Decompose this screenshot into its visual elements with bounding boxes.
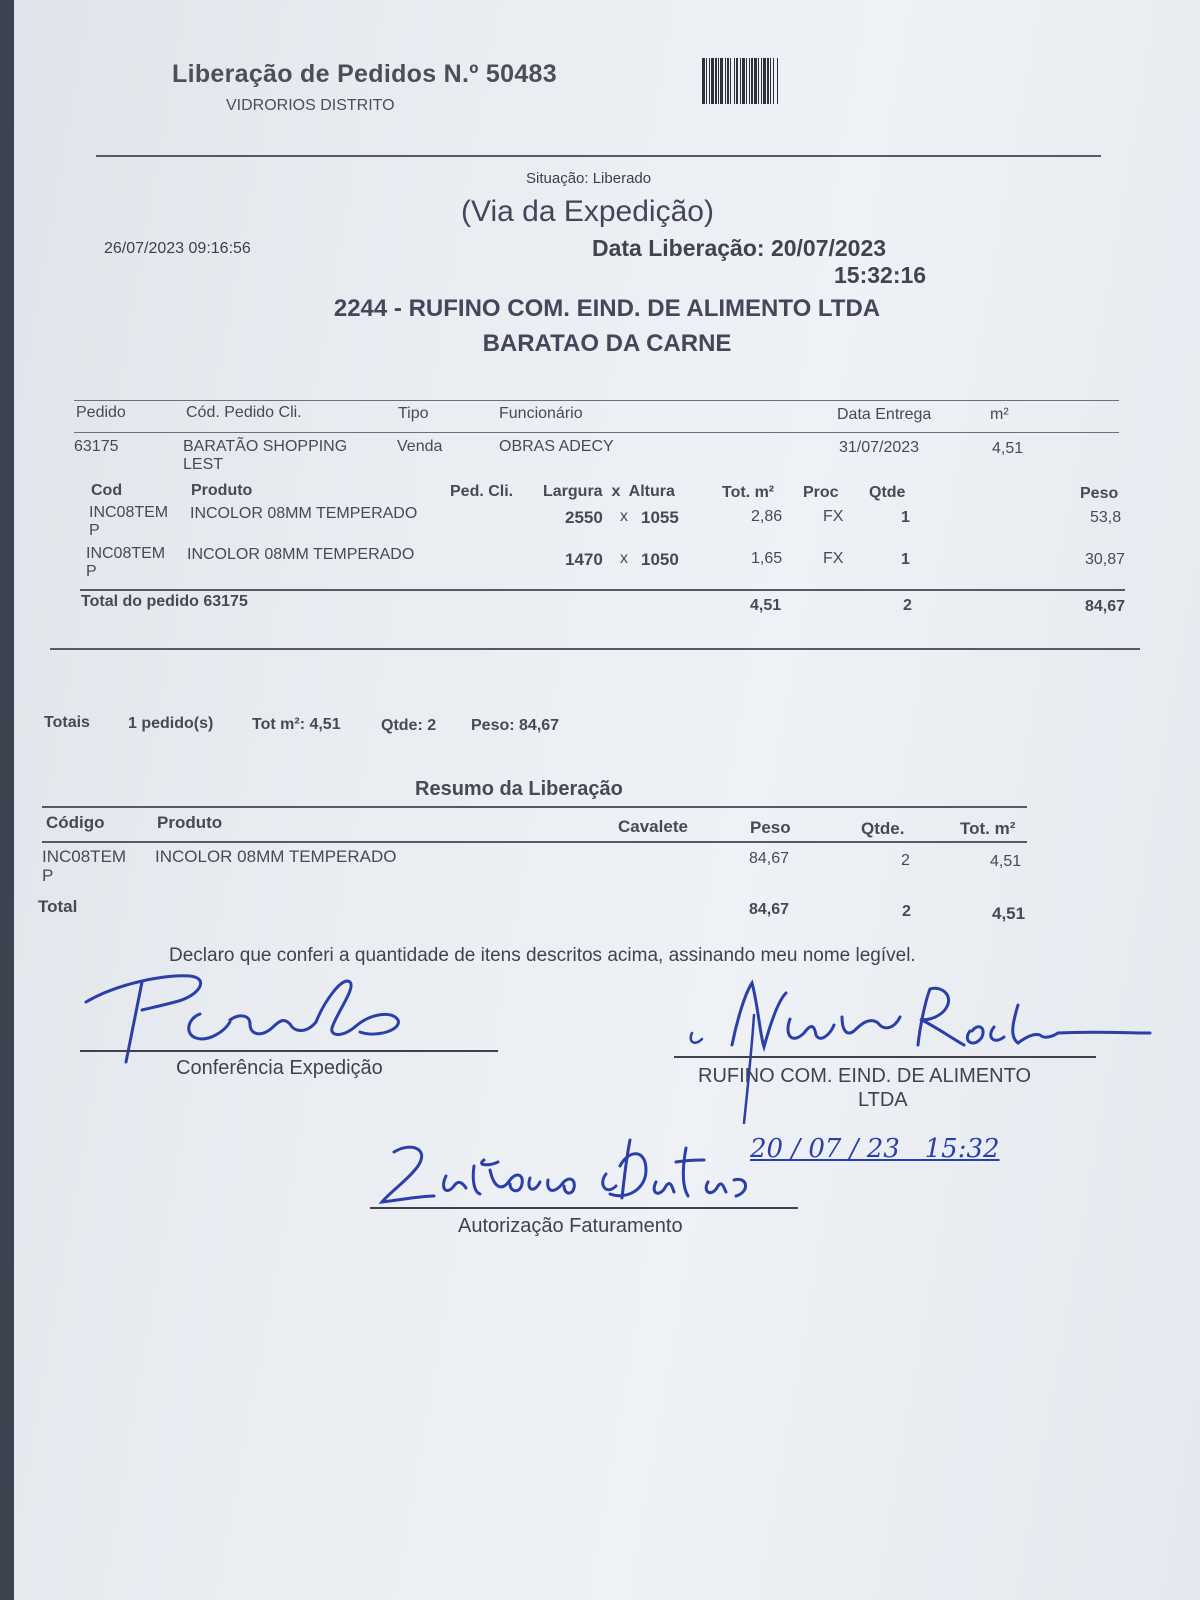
item-2-code-cont: P [86, 563, 97, 580]
section-divider [50, 648, 1140, 650]
status-text: Situação: Liberado [526, 170, 652, 187]
summary-header-codigo: Código [46, 813, 105, 832]
document-page [14, 0, 1200, 1600]
client-trade-name: BARATAO DA CARNE [482, 330, 732, 357]
order-total-label: Total do pedido 63175 [81, 593, 248, 610]
signature-label-conferencia: Conferência Expedição [176, 1057, 383, 1079]
item-1-x: x [620, 508, 628, 525]
order-total-peso: 84,67 [1085, 598, 1126, 615]
order-total-qtde: 2 [903, 597, 912, 614]
summary-top-divider [42, 806, 1027, 808]
item-1-proc: FX [823, 508, 844, 525]
summary-header-peso: Peso [750, 818, 791, 837]
item-2-tot-m2: 1,65 [751, 550, 783, 567]
item-1-code: INC08TEM [89, 504, 169, 521]
item-header-dimensions: Largura x Altura [543, 483, 675, 500]
summary-row-product: INCOLOR 08MM TEMPERADO [155, 847, 397, 866]
signature-label-rufino-cont: LTDA [858, 1089, 908, 1111]
summary-total-tot-m2: 4,51 [992, 904, 1026, 923]
totals-orders: 1 pedido(s) [128, 715, 214, 732]
signature-label-rufino: RUFINO COM. EIND. DE ALIMENTO [698, 1065, 1031, 1087]
summary-row-tot-m2: 4,51 [990, 853, 1022, 870]
item-header-produto: Produto [191, 482, 253, 499]
order-m2: 4,51 [992, 440, 1024, 457]
summary-total-peso: 84,67 [749, 901, 790, 918]
summary-total-label: Total [38, 897, 78, 916]
item-2-qtde: 1 [901, 551, 910, 568]
summary-row-qtde: 2 [901, 852, 910, 869]
col-header-cod-pedido-cli: Cód. Pedido Cli. [186, 404, 302, 421]
order-header-divider [74, 432, 1119, 433]
order-number: 63175 [74, 438, 119, 455]
summary-header-cavalete: Cavalete [618, 817, 688, 836]
barcode [702, 58, 878, 104]
item-1-product: INCOLOR 08MM TEMPERADO [190, 505, 418, 522]
col-header-m2: m² [990, 406, 1009, 423]
summary-row-code: INC08TEM [42, 847, 127, 866]
summary-total-qtde: 2 [902, 903, 911, 920]
item-1-qtde: 1 [901, 509, 910, 526]
order-top-divider [74, 400, 1119, 401]
totals-peso: Peso: 84,67 [471, 717, 560, 734]
client-name: 2244 - RUFINO COM. EIND. DE ALIMENTO LTDA [333, 295, 881, 322]
item-1-width: 2550 [565, 508, 603, 527]
item-2-peso: 30,87 [1085, 551, 1126, 568]
item-1-tot-m2: 2,86 [751, 508, 783, 525]
signature-line-autorizacao [370, 1207, 798, 1209]
declaration-text: Declaro que conferi a quantidade de itens descritos acima, assinando meu nome legível. [169, 945, 916, 966]
order-type: Venda [397, 438, 443, 455]
col-header-pedido: Pedido [76, 404, 126, 421]
summary-header-qtde: Qtde. [861, 819, 905, 838]
item-2-height: 1050 [641, 550, 679, 569]
printed-timestamp: 26/07/2023 09:16:56 [104, 240, 251, 257]
item-1-peso: 53,8 [1090, 509, 1122, 526]
summary-header-divider [42, 841, 1027, 843]
order-total-divider [80, 589, 1125, 591]
item-2-width: 1470 [565, 550, 603, 569]
item-header-qtde: Qtde [869, 484, 906, 501]
item-header-ped-cli: Ped. Cli. [450, 483, 514, 500]
summary-title: Resumo da Liberação [415, 778, 623, 800]
item-1-code-cont: P [89, 522, 100, 539]
item-header-peso: Peso [1080, 485, 1119, 502]
summary-header-produto: Produto [157, 813, 223, 832]
order-client-code-cont: LEST [183, 456, 224, 473]
item-header-tot-m2: Tot. m² [722, 484, 775, 501]
item-1-height: 1055 [641, 508, 679, 527]
col-header-funcionario: Funcionário [499, 405, 583, 422]
signature-autorizacao-handwriting [370, 1130, 790, 1210]
handwritten-date: 20 / 07 / 23 15:32 [750, 1134, 1000, 1164]
item-2-x: x [620, 550, 628, 567]
release-date: Data Liberação: 20/07/2023 [592, 235, 887, 261]
order-delivery-date: 31/07/2023 [839, 439, 920, 456]
item-2-code: INC08TEM [86, 545, 166, 562]
document-title: Liberação de Pedidos N.º 50483 [172, 60, 557, 88]
totals-m2: Tot m²: 4,51 [252, 716, 341, 733]
totals-label: Totais [44, 714, 90, 731]
copy-label: (Via da Expedição) [461, 195, 714, 228]
item-header-proc: Proc [803, 484, 839, 501]
signature-label-autorizacao: Autorização Faturamento [458, 1215, 683, 1237]
order-employee: OBRAS ADECY [499, 438, 614, 455]
company-name: VIDRORIOS DISTRITO [226, 97, 395, 114]
header-divider [96, 155, 1101, 157]
summary-header-tot-m2: Tot. m² [960, 819, 1016, 838]
order-client-code: BARATÃO SHOPPING [183, 438, 348, 455]
item-header-cod: Cod [91, 482, 123, 499]
totals-qtde: Qtde: 2 [381, 717, 437, 734]
barcode-bar [778, 58, 779, 104]
signature-line-rufino [674, 1056, 1096, 1058]
signature-rufino-handwriting [674, 975, 1154, 1125]
order-total-m2: 4,51 [750, 597, 782, 614]
release-time: 15:32:16 [834, 262, 927, 288]
summary-row-code-cont: P [42, 866, 54, 885]
signature-line-conferencia [80, 1050, 498, 1052]
item-2-product: INCOLOR 08MM TEMPERADO [187, 546, 415, 563]
col-header-tipo: Tipo [398, 405, 429, 422]
summary-row-peso: 84,67 [749, 850, 790, 867]
item-2-proc: FX [823, 550, 844, 567]
col-header-data-entrega: Data Entrega [837, 406, 932, 423]
